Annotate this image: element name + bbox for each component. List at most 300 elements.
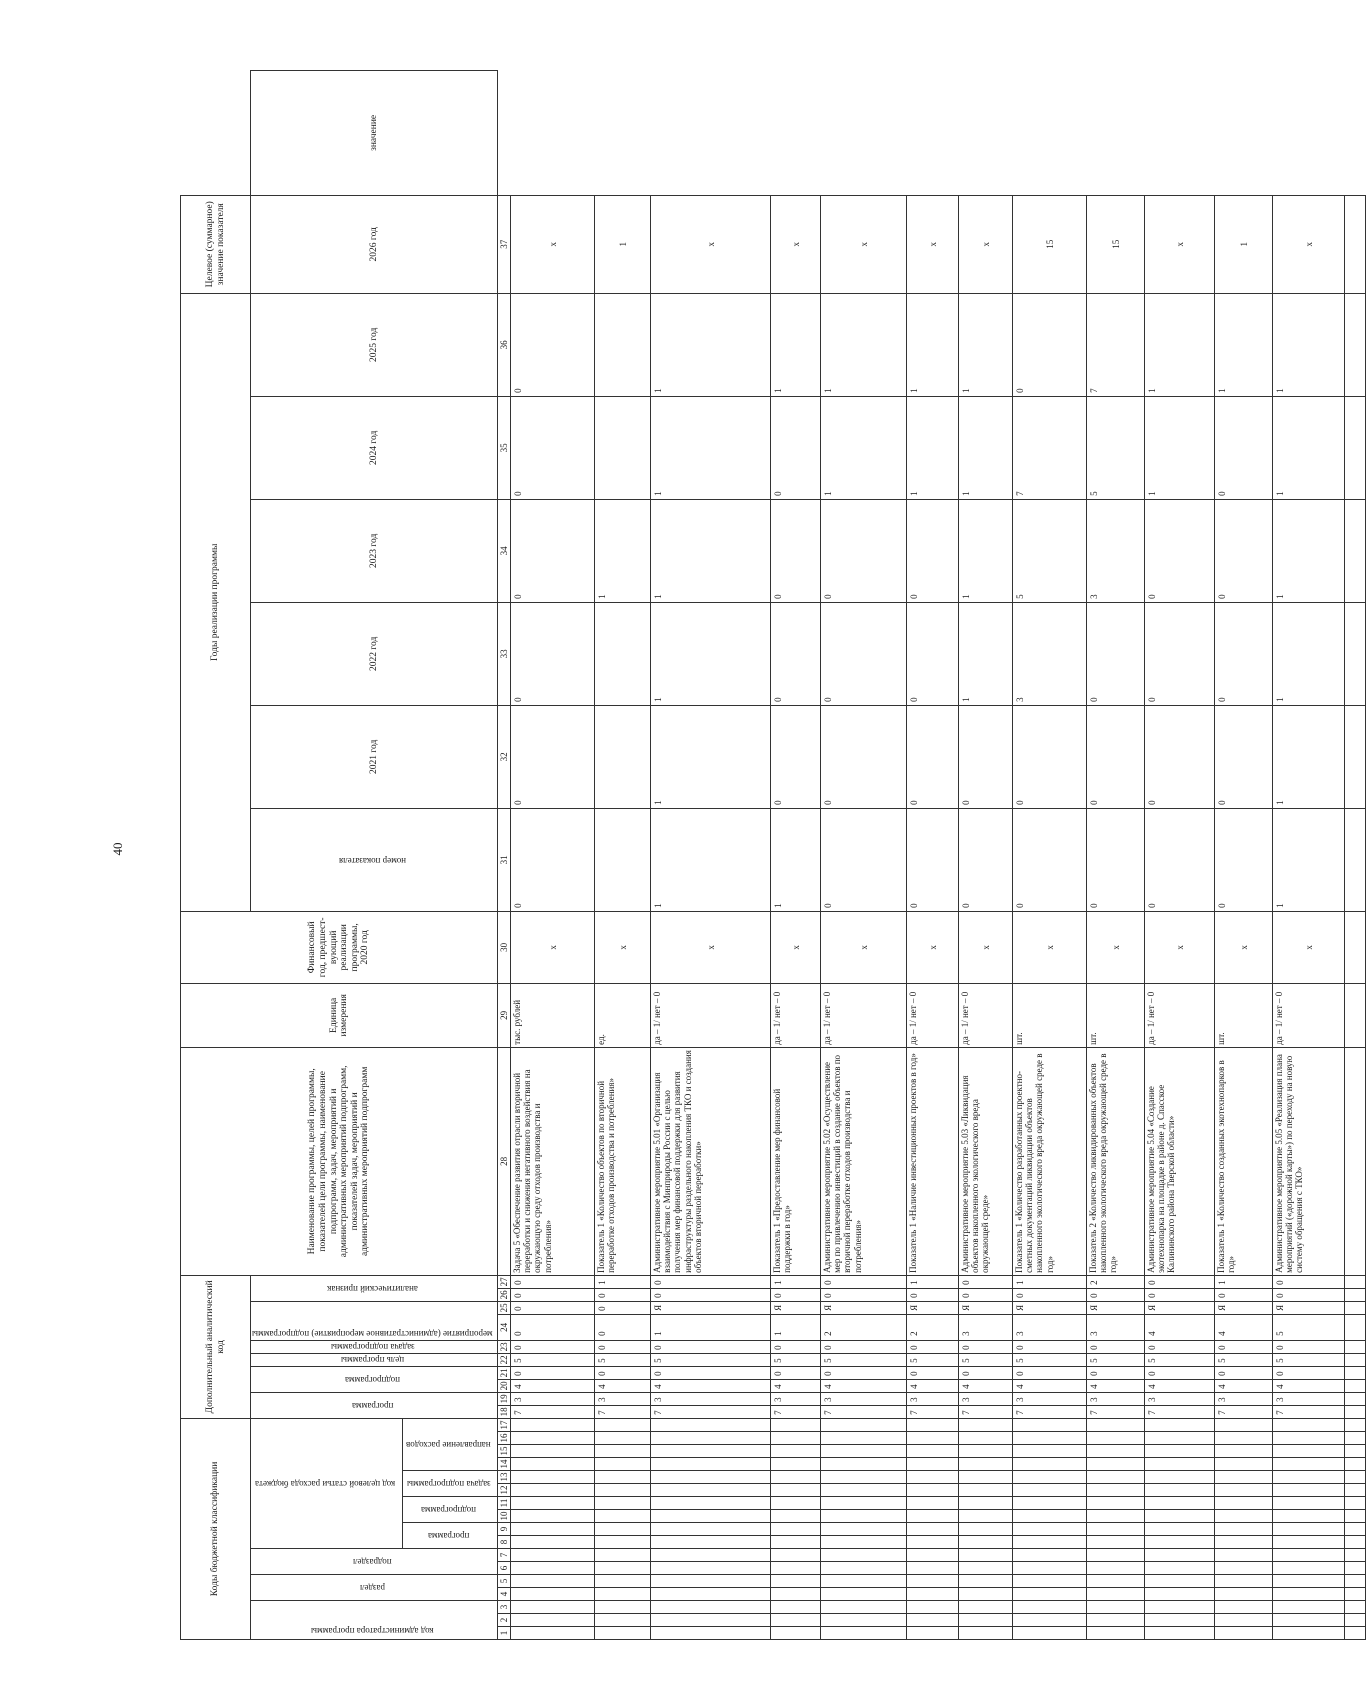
code-cell-c25: Я: [1145, 1301, 1215, 1314]
empty-cell: [1345, 1445, 1366, 1458]
header-2021: 2021 год: [251, 705, 498, 808]
empty-cell: [1345, 1458, 1366, 1471]
code-cell-c25: 0: [595, 1301, 651, 1314]
empty-code-cell: [595, 1601, 651, 1614]
empty-code-cell: [651, 1484, 771, 1497]
row-name: Административное мероприятие 5.04 «Создание экотехнопарка на площадке в районе д. Спасское Калининского района Тверской области»: [1145, 1047, 1215, 1275]
empty-code-cell: [1087, 1627, 1145, 1640]
row-value-y2025: [595, 396, 651, 499]
row-value-y2025: 0: [1215, 396, 1273, 499]
empty-code-cell: [821, 1497, 907, 1510]
column-number: 8: [498, 1536, 511, 1549]
empty-code-cell: [1013, 1510, 1087, 1523]
empty-code-cell: [959, 1418, 1013, 1431]
empty-code-cell: [1145, 1549, 1215, 1562]
row-value-y2023: 0: [1145, 602, 1215, 705]
row-fin-year: x: [907, 911, 959, 983]
empty-code-cell: [595, 1445, 651, 1458]
column-number: 20: [499, 1381, 510, 1391]
column-number: 11: [498, 1497, 511, 1510]
empty-code-cell: [1013, 1588, 1087, 1601]
code-cell-c26: 0: [595, 1288, 651, 1301]
row-fin-year: x: [959, 911, 1013, 983]
row-value-y2022: 0: [1087, 705, 1145, 808]
empty-code-cell: [1013, 1418, 1087, 1431]
empty-cell: [1345, 1614, 1366, 1627]
row-fin-year: x: [771, 911, 821, 983]
column-number: 4: [498, 1588, 511, 1601]
row-value-y2025: 1: [1145, 396, 1215, 499]
empty-code-cell: [651, 1601, 771, 1614]
empty-code-cell: [1087, 1523, 1145, 1536]
empty-cell: [1345, 1432, 1366, 1445]
row-value-y2024: 1: [651, 499, 771, 602]
header-fin-year: Финансовый год, предшест-вующий реализации программы, 2020 год: [181, 911, 498, 983]
empty-code-cell: [821, 1484, 907, 1497]
code-cell-c19: 3: [1087, 1392, 1145, 1405]
empty-code-cell: [1273, 1523, 1345, 1536]
empty-code-cell: [771, 1536, 821, 1549]
empty-code-cell: [1013, 1432, 1087, 1445]
empty-code-cell: [1145, 1484, 1215, 1497]
empty-cell: [1345, 1314, 1366, 1340]
row-value-y2025: 1: [651, 396, 771, 499]
code-cell-c24: 1: [771, 1314, 821, 1340]
empty-cell: [1345, 1549, 1366, 1562]
code-cell-c23: 0: [907, 1340, 959, 1353]
code-cell-c24: 2: [821, 1314, 907, 1340]
row-value-y2023: 1: [651, 602, 771, 705]
empty-code-cell: [771, 1432, 821, 1445]
code-cell-c26: 0: [771, 1288, 821, 1301]
row-value-y2025: 5: [1087, 396, 1145, 499]
header-program-goal: цель программы: [340, 1354, 404, 1365]
empty-code-cell: [959, 1627, 1013, 1640]
code-cell-c20: 4: [821, 1379, 907, 1392]
column-number: 29: [498, 983, 511, 1047]
empty-code-cell: [1215, 1418, 1273, 1431]
empty-code-cell: [651, 1497, 771, 1510]
code-cell-c19: 3: [1215, 1392, 1273, 1405]
table-row: [595, 71, 651, 1640]
row-value-y2023: 3: [1013, 602, 1087, 705]
column-number: 9: [498, 1523, 511, 1536]
empty-code-cell: [771, 1588, 821, 1601]
code-cell-c23: 0: [1215, 1340, 1273, 1353]
row-target-value: x: [651, 195, 771, 293]
empty-code-cell: [821, 1614, 907, 1627]
row-value-y2021: 0: [511, 808, 595, 911]
code-cell-c18: 7: [1145, 1405, 1215, 1418]
code-cell-c22: 5: [595, 1353, 651, 1366]
header-target-article: код целевой статьи расхода бюджета: [254, 1479, 395, 1490]
header-name: Наименование программы, целей программы, показателей цели программы, наименование подпрограмм, задач, мероприятий и административных мероприятий подпрограмм, показателей задач, мероприятий и административных мероприятий подпрограмм: [181, 1047, 498, 1275]
code-cell-c26: 0: [1215, 1288, 1273, 1301]
empty-code-cell: [511, 1418, 595, 1431]
row-value-y2022: 0: [1145, 705, 1215, 808]
empty-code-cell: [651, 1523, 771, 1536]
row-unit: да – 1/ нет – 0: [959, 983, 1013, 1047]
column-number: 10: [499, 1511, 510, 1521]
row-value-y2021: 0: [1013, 808, 1087, 911]
column-number: 15: [499, 1446, 510, 1456]
row-value-y2026: 7: [1087, 293, 1145, 396]
empty-cell: [1345, 911, 1366, 983]
empty-code-cell: [821, 1575, 907, 1588]
empty-code-cell: [907, 1549, 959, 1562]
empty-code-cell: [1145, 1458, 1215, 1471]
empty-code-cell: [511, 1484, 595, 1497]
empty-code-cell: [1013, 1523, 1087, 1536]
column-number: 23: [499, 1342, 510, 1352]
empty-code-cell: [1215, 1445, 1273, 1458]
empty-code-cell: [595, 1549, 651, 1562]
code-cell-c23: 0: [771, 1340, 821, 1353]
row-value-y2025: 1: [1273, 396, 1345, 499]
header-program: программа: [427, 1531, 470, 1542]
empty-cell: [1345, 1275, 1366, 1288]
column-number: 37: [498, 195, 511, 293]
empty-code-cell: [595, 1627, 651, 1640]
header-subsection: подраздел: [353, 1557, 392, 1568]
code-cell-c26: 0: [907, 1288, 959, 1301]
row-value-y2022: 1: [651, 705, 771, 808]
code-cell-c18: 7: [1087, 1405, 1145, 1418]
code-cell-c24: 4: [1215, 1314, 1273, 1340]
empty-cell: [1345, 1301, 1366, 1314]
row-target-value: 15: [1013, 195, 1087, 293]
empty-code-cell: [1145, 1418, 1215, 1431]
empty-code-cell: [1215, 1575, 1273, 1588]
empty-cell: [1345, 1497, 1366, 1510]
row-value-y2021: 0: [1087, 808, 1145, 911]
empty-code-cell: [821, 1536, 907, 1549]
header-subprogram: подпрограмма: [421, 1505, 477, 1516]
empty-code-cell: [1087, 1510, 1145, 1523]
column-number: 34: [498, 499, 511, 602]
column-number: 19: [499, 1394, 510, 1404]
empty-cell: [1345, 195, 1366, 293]
row-value-y2023: 1: [959, 602, 1013, 705]
empty-code-cell: [1215, 1536, 1273, 1549]
code-cell-c23: 0: [821, 1340, 907, 1353]
code-cell-c20: 4: [595, 1379, 651, 1392]
empty-code-cell: [907, 1432, 959, 1445]
row-target-value: x: [959, 195, 1013, 293]
empty-code-cell: [1145, 1562, 1215, 1575]
empty-cell: [1345, 983, 1366, 1047]
column-number: 1: [498, 1627, 511, 1640]
code-cell-c21: 0: [1215, 1366, 1273, 1379]
row-value-y2024: 3: [1087, 499, 1145, 602]
row-value-y2026: 0: [1013, 293, 1087, 396]
empty-code-cell: [1145, 1497, 1215, 1510]
code-cell-c19: 3: [595, 1392, 651, 1405]
empty-code-cell: [1215, 1562, 1273, 1575]
table-row: [821, 71, 907, 1640]
row-value-y2024: 0: [511, 499, 595, 602]
row-name: Административное мероприятие 5.01 «Организация взаимодействия с Минприроды России с целью получения мер финансовой поддержки для развития инфраструктуры раздельного накопления ТКО и создания объектов вторичной переработки»: [651, 1047, 771, 1275]
code-cell-c24: 3: [1087, 1314, 1145, 1340]
code-cell-c23: 0: [651, 1340, 771, 1353]
empty-code-cell: [1145, 1445, 1215, 1458]
row-value-y2022: 1: [1273, 705, 1345, 808]
table-row: [1087, 71, 1145, 1640]
empty-code-cell: [1215, 1614, 1273, 1627]
empty-cell: [1345, 1340, 1366, 1353]
empty-code-cell: [511, 1458, 595, 1471]
code-cell-c18: 7: [959, 1405, 1013, 1418]
empty-code-cell: [907, 1575, 959, 1588]
empty-code-cell: [1013, 1484, 1087, 1497]
row-value-y2021: [595, 808, 651, 911]
empty-code-cell: [651, 1588, 771, 1601]
empty-code-cell: [1273, 1471, 1345, 1484]
empty-code-cell: [1273, 1458, 1345, 1471]
empty-code-cell: [907, 1588, 959, 1601]
row-unit: да – 1/ нет – 0: [821, 983, 907, 1047]
row-value-y2025: 1: [959, 396, 1013, 499]
header-2023: 2023 год: [251, 499, 498, 602]
empty-code-cell: [1087, 1445, 1145, 1458]
code-cell-c26: 0: [959, 1288, 1013, 1301]
empty-code-cell: [1087, 1536, 1145, 1549]
row-value-y2022: [595, 705, 651, 808]
table-row: [1273, 71, 1345, 1640]
empty-cell: [1345, 1575, 1366, 1588]
code-cell-c20: 4: [907, 1379, 959, 1392]
code-cell-c25: 0: [511, 1301, 595, 1314]
page-number: 40: [110, 842, 125, 856]
row-fin-year: x: [821, 911, 907, 983]
column-number: 28: [498, 1047, 511, 1275]
empty-code-cell: [1273, 1549, 1345, 1562]
empty-code-cell: [959, 1471, 1013, 1484]
empty-code-cell: [771, 1575, 821, 1588]
header-task-subprogram: задача подпрограммы: [406, 1479, 491, 1490]
empty-code-cell: [1273, 1614, 1345, 1627]
empty-code-cell: [771, 1601, 821, 1614]
code-cell-c27: 1: [1215, 1275, 1273, 1288]
row-value-y2026: 1: [821, 293, 907, 396]
code-cell-c21: 0: [821, 1366, 907, 1379]
empty-code-cell: [771, 1418, 821, 1431]
empty-code-cell: [821, 1432, 907, 1445]
empty-code-cell: [1273, 1432, 1345, 1445]
code-cell-c25: Я: [1087, 1301, 1145, 1314]
empty-cell: [1345, 1627, 1366, 1640]
empty-code-cell: [959, 1575, 1013, 1588]
empty-code-cell: [651, 1562, 771, 1575]
empty-code-cell: [651, 1458, 771, 1471]
empty-code-cell: [1145, 1536, 1215, 1549]
empty-code-cell: [1215, 1549, 1273, 1562]
empty-code-cell: [771, 1445, 821, 1458]
empty-code-cell: [1273, 1510, 1345, 1523]
code-cell-c25: Я: [651, 1301, 771, 1314]
row-fin-year: x: [1013, 911, 1087, 983]
header-add-subprogram: подпрограмма: [344, 1375, 400, 1386]
empty-code-cell: [595, 1614, 651, 1627]
code-cell-c19: 3: [1145, 1392, 1215, 1405]
header-additional-code: Дополнительный аналитический код: [181, 1275, 251, 1418]
row-target-value: 15: [1087, 195, 1145, 293]
empty-cell: [1345, 602, 1366, 705]
empty-code-cell: [907, 1510, 959, 1523]
code-cell-c20: 4: [651, 1379, 771, 1392]
empty-code-cell: [959, 1601, 1013, 1614]
code-cell-c27: 1: [907, 1275, 959, 1288]
code-cell-c22: 5: [1215, 1353, 1273, 1366]
empty-code-cell: [651, 1614, 771, 1627]
code-cell-c27: 0: [651, 1275, 771, 1288]
empty-code-cell: [595, 1458, 651, 1471]
empty-code-cell: [1013, 1497, 1087, 1510]
row-name: Показатель 2 «Количество ликвидированных объектов накопленного экологического вреда окружающей среде в год»: [1087, 1047, 1145, 1275]
row-value-y2022: 0: [907, 705, 959, 808]
column-number: 13: [499, 1472, 510, 1482]
code-cell-c27: 0: [1273, 1275, 1345, 1288]
row-target-value: x: [1273, 195, 1345, 293]
row-value-y2023: [595, 602, 651, 705]
table-row: [959, 71, 1013, 1640]
code-cell-c24: 3: [1013, 1314, 1087, 1340]
code-cell-c21: 0: [1273, 1366, 1345, 1379]
empty-cell: [1345, 499, 1366, 602]
code-cell-c23: 0: [1145, 1340, 1215, 1353]
program-table: [180, 70, 1366, 1640]
row-value-y2022: 0: [959, 705, 1013, 808]
header-2025: 2025 год: [251, 293, 498, 396]
row-value-y2026: 1: [907, 293, 959, 396]
empty-code-cell: [821, 1549, 907, 1562]
empty-code-cell: [511, 1523, 595, 1536]
code-cell-c21: 0: [959, 1366, 1013, 1379]
header-indicator-number: номер показателя: [338, 855, 406, 866]
code-cell-c18: 7: [651, 1405, 771, 1418]
empty-cell: [1345, 1484, 1366, 1497]
table-row: [511, 71, 595, 1640]
row-value-y2021: 0: [821, 808, 907, 911]
code-cell-c21: 0: [595, 1366, 651, 1379]
empty-cell: [1345, 1588, 1366, 1601]
row-value-y2026: [595, 293, 651, 396]
empty-code-cell: [821, 1445, 907, 1458]
empty-code-cell: [1013, 1471, 1087, 1484]
row-name: Показатель 1 «Наличие инвестиционных проектов в год»: [907, 1047, 959, 1275]
row-value-y2023: 0: [1215, 602, 1273, 705]
row-value-y2024: 1: [959, 499, 1013, 602]
row-fin-year: x: [595, 911, 651, 983]
empty-code-cell: [511, 1575, 595, 1588]
row-value-y2025: 1: [907, 396, 959, 499]
empty-code-cell: [907, 1458, 959, 1471]
empty-code-cell: [595, 1484, 651, 1497]
empty-code-cell: [1145, 1432, 1215, 1445]
empty-code-cell: [651, 1510, 771, 1523]
empty-code-cell: [821, 1418, 907, 1431]
empty-code-cell: [595, 1510, 651, 1523]
code-cell-c27: 1: [595, 1275, 651, 1288]
empty-code-cell: [1145, 1471, 1215, 1484]
code-cell-c25: Я: [1273, 1301, 1345, 1314]
row-value-y2026: 1: [1215, 293, 1273, 396]
row-value-y2026: 1: [771, 293, 821, 396]
row-value-y2021: 0: [907, 808, 959, 911]
empty-code-cell: [651, 1627, 771, 1640]
code-cell-c19: 3: [907, 1392, 959, 1405]
empty-code-cell: [1145, 1575, 1215, 1588]
code-cell-c20: 4: [1087, 1379, 1145, 1392]
row-value-y2024: 5: [1013, 499, 1087, 602]
empty-code-cell: [1273, 1445, 1345, 1458]
column-number: 16: [499, 1433, 510, 1443]
empty-code-cell: [1145, 1627, 1215, 1640]
row-value-y2025: 0: [511, 396, 595, 499]
empty-code-cell: [821, 1601, 907, 1614]
column-number-row: [498, 71, 511, 1640]
code-cell-c21: 0: [771, 1366, 821, 1379]
code-cell-c25: Я: [907, 1301, 959, 1314]
empty-code-cell: [595, 1536, 651, 1549]
row-value-y2024: 1: [595, 499, 651, 602]
empty-code-cell: [511, 1497, 595, 1510]
table-row: [651, 71, 771, 1640]
code-cell-c23: 0: [1013, 1340, 1087, 1353]
empty-code-cell: [651, 1445, 771, 1458]
code-cell-c19: 3: [511, 1392, 595, 1405]
row-unit: тыс. рублей: [511, 983, 595, 1047]
code-cell-c27: 1: [771, 1275, 821, 1288]
row-value-y2023: 0: [907, 602, 959, 705]
header-unit: Единица измерения: [181, 983, 498, 1047]
row-target-value: x: [907, 195, 959, 293]
header-2024: 2024 год: [251, 396, 498, 499]
empty-code-cell: [595, 1471, 651, 1484]
code-cell-c25: Я: [821, 1301, 907, 1314]
row-target-value: x: [1145, 195, 1215, 293]
header-2022: 2022 год: [251, 602, 498, 705]
empty-code-cell: [595, 1588, 651, 1601]
row-unit: шт.: [1215, 983, 1273, 1047]
code-cell-c21: 0: [1145, 1366, 1215, 1379]
empty-code-cell: [771, 1549, 821, 1562]
empty-code-cell: [771, 1523, 821, 1536]
row-fin-year: x: [1087, 911, 1145, 983]
empty-code-cell: [511, 1432, 595, 1445]
empty-code-cell: [1013, 1575, 1087, 1588]
empty-cell: [1345, 1471, 1366, 1484]
empty-code-cell: [907, 1523, 959, 1536]
code-cell-c18: 7: [907, 1405, 959, 1418]
empty-code-cell: [651, 1432, 771, 1445]
empty-code-cell: [1087, 1471, 1145, 1484]
row-value-y2023: 0: [511, 602, 595, 705]
column-number: 17: [498, 1418, 511, 1431]
code-cell-c19: 3: [959, 1392, 1013, 1405]
empty-code-cell: [1273, 1627, 1345, 1640]
code-cell-c22: 5: [959, 1353, 1013, 1366]
header-event: мероприятие (административное мероприятие) подпрограммы: [252, 1328, 493, 1339]
empty-code-cell: [1273, 1484, 1345, 1497]
column-number: 7: [498, 1549, 511, 1562]
empty-code-cell: [1215, 1601, 1273, 1614]
empty-code-cell: [595, 1562, 651, 1575]
column-number: 12: [499, 1485, 510, 1495]
empty-cell: [1345, 1418, 1366, 1431]
header-section: раздел: [359, 1583, 385, 1594]
row-name: Административное мероприятие 5.02 «Осуществление мер по привлечению инвестиций в создание объектов по вторичной переработке отходов производства и потребления»: [821, 1047, 907, 1275]
